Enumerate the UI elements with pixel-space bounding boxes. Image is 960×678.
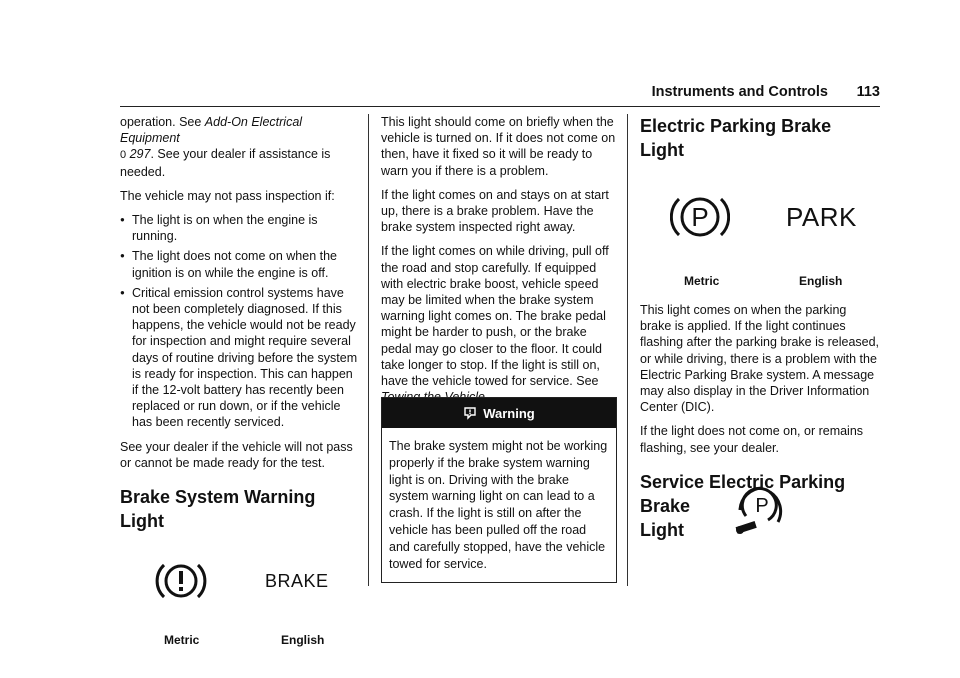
- service-parking-brake-icon: [732, 486, 786, 540]
- paragraph-brief: This light should come on briefly when the vehicle is turned on. If it does not come on then, have it fixed so it will be ready to warn you if there is a problem.: [381, 115, 616, 178]
- park-word-label: PARK: [786, 202, 857, 232]
- column-right: [640, 114, 880, 542]
- list-item: ● The light is on when the engine is running.: [120, 212, 358, 244]
- heading-brake-warning: Brake System Warning Light: [120, 487, 316, 532]
- paragraph-startup: If the light comes on and stays on at start up, there is a brake problem. Have the brake system inspected right away.: [381, 187, 609, 235]
- caption-metric: Metric: [164, 633, 200, 648]
- heading-service-parking-brake: Service Electric Parking Brake Light: [640, 471, 846, 540]
- page-ref-297[interactable]: 297: [129, 147, 151, 162]
- warning-header: [382, 398, 616, 428]
- paragraph-addon: operation. See Add-On Electrical Equipment 0 297. See your dealer if assistance is needed.: [120, 115, 331, 179]
- warning-text: The brake system might not be working properly if the brake system warning light is on. Driving with the brake system warning light on can lead to a crash. If the light is still on after the vehicle has been pulled off the road and carefully stopped, have the vehicle towed for service.: [389, 439, 608, 571]
- warning-title: Warning: [483, 405, 535, 421]
- page-ref-icon: 0: [120, 149, 127, 162]
- brake-word-label: BRAKE: [265, 571, 329, 592]
- column-divider: [627, 114, 628, 586]
- parking-icons: [640, 168, 880, 298]
- header-divider: [120, 106, 880, 107]
- page-number: 113: [856, 84, 880, 100]
- list-item: ● Critical emission control systems have not been completely diagnosed. If this happens, the vehicle would not be ready for inspection and might require several days of routine driving before the system is ready for inspection. This can happen if the 12-volt battery has recently been replaced or run down, or if the vehicle has been recently serviced.: [120, 285, 358, 431]
- paragraph-flashing: If the light does not come on, or remains flashing, see your dealer.: [640, 424, 864, 455]
- paragraph-inspection: The vehicle may not pass inspection if:: [120, 188, 335, 203]
- paragraph-driving: If the light comes on while driving, pull off the road and stop carefully. If equipped with electric brake boost, vehicle speed may be limited when the brake system warning light comes on. The brake pedal might be harder to push, or the brake pedal may go closer to the floor. It could take longer to stop. If the light is still on, have the vehicle towed for service. See: [381, 243, 617, 422]
- svg-text:P: P: [755, 495, 769, 517]
- section-title: Instruments and Controls: [651, 84, 828, 100]
- warning-box: [381, 397, 617, 583]
- parking-brake-icon: [670, 192, 730, 242]
- caption-english: English: [799, 274, 843, 288]
- column-middle: [381, 114, 617, 431]
- paragraph-dealer: See your dealer if the vehicle will not pass or cannot be made ready for the test.: [120, 439, 353, 470]
- column-divider: [368, 114, 369, 586]
- caption-metric: Metric: [684, 274, 720, 288]
- brake-warning-icon: [154, 559, 208, 603]
- caption-english: English: [281, 633, 325, 648]
- brake-icons: [120, 551, 358, 671]
- list-item: ● The light does not come on when the ignition is on while the engine is off.: [120, 248, 358, 280]
- page-header: [640, 84, 880, 104]
- svg-text:P: P: [691, 202, 709, 232]
- heading-electric-parking-brake: Electric Parking Brake Light: [640, 116, 832, 160]
- link-addon-electrical[interactable]: Add-On Electrical Equipment: [120, 115, 303, 146]
- warning-icon: [463, 406, 477, 420]
- paragraph-parking: This light comes on when the parking brake is applied. If the light continues flashing after the parking brake is released, or while driving, there is a problem with the Electric Parking Brake system. A message may also display in the Driver Information Center (DIC).: [640, 303, 880, 415]
- inspection-bullets: [120, 212, 358, 431]
- column-left: [120, 114, 358, 671]
